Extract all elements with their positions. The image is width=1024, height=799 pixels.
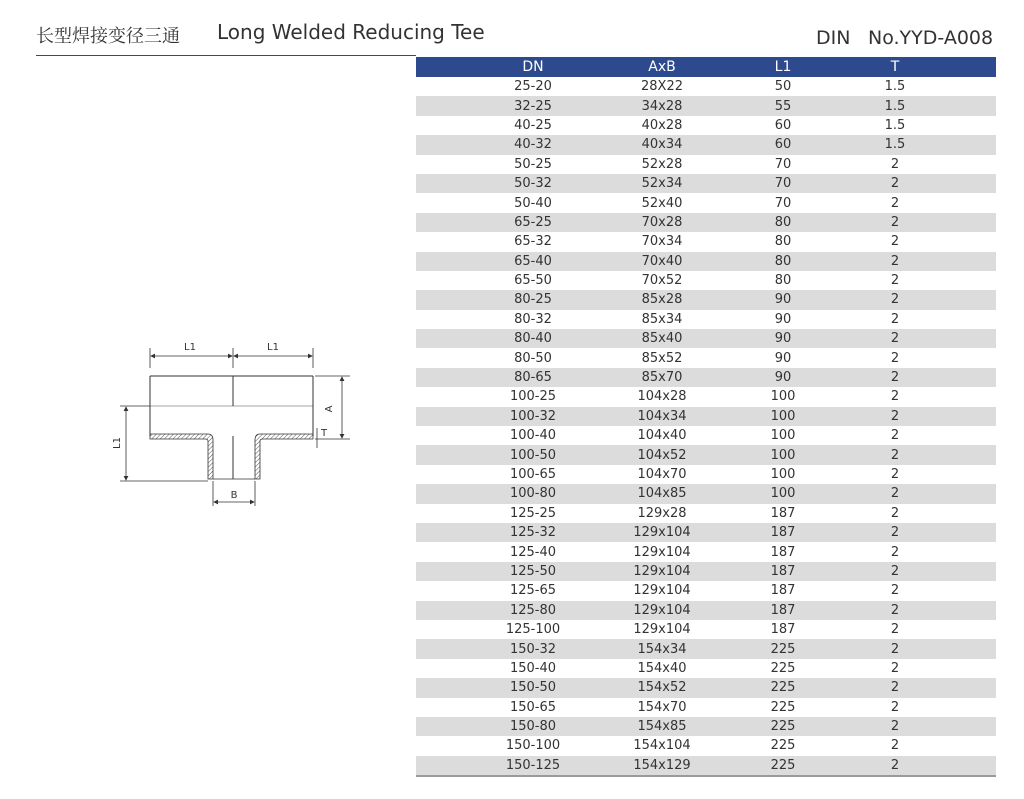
cell-t: 2	[890, 350, 900, 366]
cell-t: 2	[890, 389, 900, 405]
cell-t: 2	[890, 622, 900, 638]
table-row	[416, 523, 996, 542]
cell-dn: 125-65	[509, 583, 557, 599]
cell-t: 2	[890, 467, 900, 482]
cell-axb: 129x104	[598, 523, 723, 542]
table-row	[416, 542, 996, 561]
cell-l1: 70	[774, 195, 792, 211]
table-row	[416, 678, 996, 697]
cell-t: 2	[839, 717, 996, 736]
table-row	[416, 193, 996, 212]
cell-l1: 100	[723, 484, 840, 503]
cell-l1: 90	[723, 290, 840, 309]
cell-dn: 65-32	[514, 234, 552, 250]
cell-axb: 85x40	[598, 329, 723, 348]
header-axb: AxB	[598, 57, 723, 77]
table-row	[416, 581, 996, 600]
dim-t: T	[321, 428, 328, 439]
cell-t: 2	[890, 428, 900, 444]
table-row	[416, 717, 996, 736]
table-row	[416, 484, 996, 503]
cell-t: 1.5	[839, 96, 996, 115]
cell-axb: 154x34	[598, 639, 723, 658]
table-row	[416, 77, 996, 96]
cell-l1: 80	[723, 252, 840, 271]
cell-dn: 150-40	[509, 660, 557, 676]
cell-axb: 129x104	[633, 583, 691, 599]
tee-technical-drawing	[110, 336, 360, 511]
cell-dn: 32-25	[416, 96, 598, 115]
cell-t: 2	[890, 505, 900, 521]
cell-axb: 154x104	[633, 738, 691, 754]
table-row	[416, 387, 996, 406]
cell-l1: 225	[770, 660, 796, 676]
table-row	[416, 698, 996, 717]
cell-l1: 100	[723, 407, 840, 426]
cell-dn: 125-100	[505, 622, 561, 638]
cell-l1: 60	[723, 135, 840, 154]
cell-dn: 50-40	[514, 195, 552, 211]
cell-axb: 129x104	[598, 601, 723, 620]
cell-axb: 129x104	[633, 544, 691, 560]
product-number: No.YYD-A008	[868, 27, 994, 49]
cell-l1: 225	[723, 756, 840, 776]
cell-axb: 85x28	[598, 290, 723, 309]
table-row	[416, 756, 996, 776]
dim-a: A	[324, 405, 335, 413]
cell-l1: 50	[774, 79, 792, 95]
cell-l1: 187	[770, 622, 796, 638]
table-row	[416, 96, 996, 115]
cell-axb: 52x34	[598, 174, 723, 193]
table-body	[416, 77, 996, 776]
cell-axb: 85x52	[641, 350, 683, 366]
cell-axb: 129x104	[598, 562, 723, 581]
table-row	[416, 174, 996, 193]
cell-t: 2	[839, 252, 996, 271]
cell-t: 2	[890, 544, 900, 560]
cell-dn: 50-32	[416, 174, 598, 193]
dimensions-table	[416, 57, 996, 777]
cell-l1: 100	[770, 428, 796, 444]
cell-axb: 104x28	[637, 389, 687, 405]
cell-l1: 70	[723, 174, 840, 193]
table-header-row	[416, 57, 996, 77]
cell-l1: 187	[723, 601, 840, 620]
cell-axb: 28X22	[641, 79, 683, 95]
cell-t: 2	[890, 660, 900, 676]
cell-t: 2	[890, 195, 900, 211]
cell-dn: 150-32	[416, 639, 598, 658]
cell-axb: 85x34	[641, 311, 683, 327]
cell-dn: 100-25	[509, 389, 557, 405]
cell-dn: 40-25	[514, 117, 552, 133]
cell-dn: 65-40	[416, 252, 598, 271]
cell-l1: 187	[770, 583, 796, 599]
cell-l1: 225	[770, 738, 796, 754]
cell-dn: 25-20	[514, 79, 552, 95]
cell-axb: 154x40	[637, 660, 687, 676]
cell-l1: 100	[770, 389, 796, 405]
cell-dn: 80-50	[514, 350, 552, 366]
cell-l1: 225	[723, 717, 840, 736]
cell-l1: 187	[770, 544, 796, 560]
cell-dn: 65-25	[416, 213, 598, 232]
cell-axb: 70x40	[598, 252, 723, 271]
header-l1: L1	[723, 57, 840, 77]
cell-dn: 150-100	[505, 738, 561, 754]
table-row	[416, 562, 996, 581]
cell-axb: 104x85	[598, 484, 723, 503]
cell-axb: 129x28	[637, 505, 687, 521]
cell-axb: 104x40	[637, 428, 687, 444]
cell-t: 2	[839, 756, 996, 776]
cell-t: 2	[839, 329, 996, 348]
cell-t: 2	[890, 311, 900, 327]
table-row	[416, 271, 996, 290]
cell-t: 2	[839, 290, 996, 309]
cell-t: 2	[839, 601, 996, 620]
cell-dn: 50-25	[514, 156, 552, 172]
cell-l1: 80	[774, 273, 792, 289]
cell-l1: 225	[770, 699, 796, 715]
table-row	[416, 310, 996, 329]
table-row	[416, 445, 996, 464]
cell-l1: 225	[723, 678, 840, 697]
cell-t: 2	[839, 484, 996, 503]
table-row	[416, 659, 996, 678]
table-row	[416, 639, 996, 658]
title-english: Long Welded Reducing Tee	[217, 20, 485, 44]
table-row	[416, 736, 996, 755]
cell-l1: 80	[774, 234, 792, 250]
header-divider	[36, 55, 416, 56]
cell-axb: 104x34	[598, 407, 723, 426]
cell-t: 1.5	[884, 79, 906, 95]
cell-t: 1.5	[884, 117, 906, 133]
cell-dn: 80-40	[416, 329, 598, 348]
cell-l1: 90	[774, 350, 792, 366]
table-row	[416, 368, 996, 387]
cell-dn: 125-25	[509, 505, 557, 521]
table-row	[416, 504, 996, 523]
table-row	[416, 232, 996, 251]
cell-axb: 154x52	[598, 678, 723, 697]
table-row	[416, 116, 996, 135]
cell-l1: 187	[770, 505, 796, 521]
cell-axb: 104x52	[598, 445, 723, 464]
table-row	[416, 135, 996, 154]
cell-dn: 125-40	[509, 544, 557, 560]
table-row	[416, 407, 996, 426]
cell-l1: 55	[723, 96, 840, 115]
table-row	[416, 290, 996, 309]
dim-b: B	[230, 490, 238, 501]
cell-t: 2	[839, 445, 996, 464]
cell-t: 2	[890, 273, 900, 289]
dim-l1-right: L1	[267, 342, 279, 353]
cell-dn: 125-32	[416, 523, 598, 542]
cell-l1: 90	[774, 311, 792, 327]
table-row	[416, 213, 996, 232]
dim-l1-vertical: L1	[112, 437, 123, 449]
cell-axb: 129x104	[633, 622, 691, 638]
cell-t: 2	[839, 213, 996, 232]
cell-axb: 34x28	[598, 96, 723, 115]
cell-l1: 90	[723, 329, 840, 348]
cell-dn: 100-40	[509, 428, 557, 444]
cell-dn: 100-32	[416, 407, 598, 426]
cell-dn: 150-80	[416, 717, 598, 736]
title-chinese: 长型焊接变径三通	[36, 26, 180, 47]
cell-l1: 187	[723, 523, 840, 542]
cell-axb: 70x28	[598, 213, 723, 232]
cell-axb: 104x70	[637, 467, 687, 482]
cell-t: 2	[839, 562, 996, 581]
cell-axb: 52x40	[641, 195, 683, 211]
cell-dn: 150-65	[509, 699, 557, 715]
table-row	[416, 348, 996, 367]
cell-t: 2	[890, 699, 900, 715]
table-row	[416, 620, 996, 639]
cell-t: 2	[890, 156, 900, 172]
cell-axb: 52x28	[641, 156, 683, 172]
cell-l1: 225	[723, 639, 840, 658]
cell-t: 2	[890, 234, 900, 250]
table-row	[416, 601, 996, 620]
cell-dn: 80-25	[416, 290, 598, 309]
cell-dn: 100-80	[416, 484, 598, 503]
cell-dn: 100-65	[509, 467, 557, 482]
cell-axb: 154x85	[598, 717, 723, 736]
cell-dn: 100-50	[416, 445, 598, 464]
cell-l1: 60	[774, 117, 792, 133]
cell-t: 2	[839, 368, 996, 387]
cell-dn: 125-50	[416, 562, 598, 581]
cell-l1: 100	[770, 467, 796, 482]
cell-axb: 85x70	[598, 368, 723, 387]
cell-axb: 70x34	[641, 234, 683, 250]
cell-t: 2	[890, 738, 900, 754]
cell-dn: 150-125	[416, 756, 598, 776]
cell-t: 1.5	[839, 135, 996, 154]
cell-dn: 80-65	[416, 368, 598, 387]
cell-t: 2	[839, 639, 996, 658]
cell-dn: 80-32	[514, 311, 552, 327]
table-row	[416, 465, 996, 484]
cell-dn: 125-80	[416, 601, 598, 620]
cell-axb: 40x28	[641, 117, 683, 133]
cell-l1: 80	[723, 213, 840, 232]
cell-t: 2	[839, 678, 996, 697]
table-row	[416, 155, 996, 174]
cell-l1: 70	[774, 156, 792, 172]
cell-dn: 40-32	[416, 135, 598, 154]
cell-axb: 154x70	[637, 699, 687, 715]
standard-label: DIN	[816, 27, 851, 49]
cell-dn: 150-50	[416, 678, 598, 697]
cell-t: 2	[839, 407, 996, 426]
dim-l1-left: L1	[184, 342, 196, 353]
cell-l1: 90	[723, 368, 840, 387]
table-row	[416, 252, 996, 271]
cell-t: 2	[839, 174, 996, 193]
cell-dn: 65-50	[514, 273, 552, 289]
cell-t: 2	[839, 523, 996, 542]
header-dn: DN	[416, 57, 598, 77]
cell-t: 2	[890, 583, 900, 599]
cell-axb: 40x34	[598, 135, 723, 154]
header-t: T	[839, 57, 996, 77]
cell-axb: 154x129	[598, 756, 723, 776]
cell-axb: 70x52	[641, 273, 683, 289]
cell-l1: 100	[723, 445, 840, 464]
table-row	[416, 329, 996, 348]
table-row	[416, 426, 996, 445]
cell-l1: 187	[723, 562, 840, 581]
